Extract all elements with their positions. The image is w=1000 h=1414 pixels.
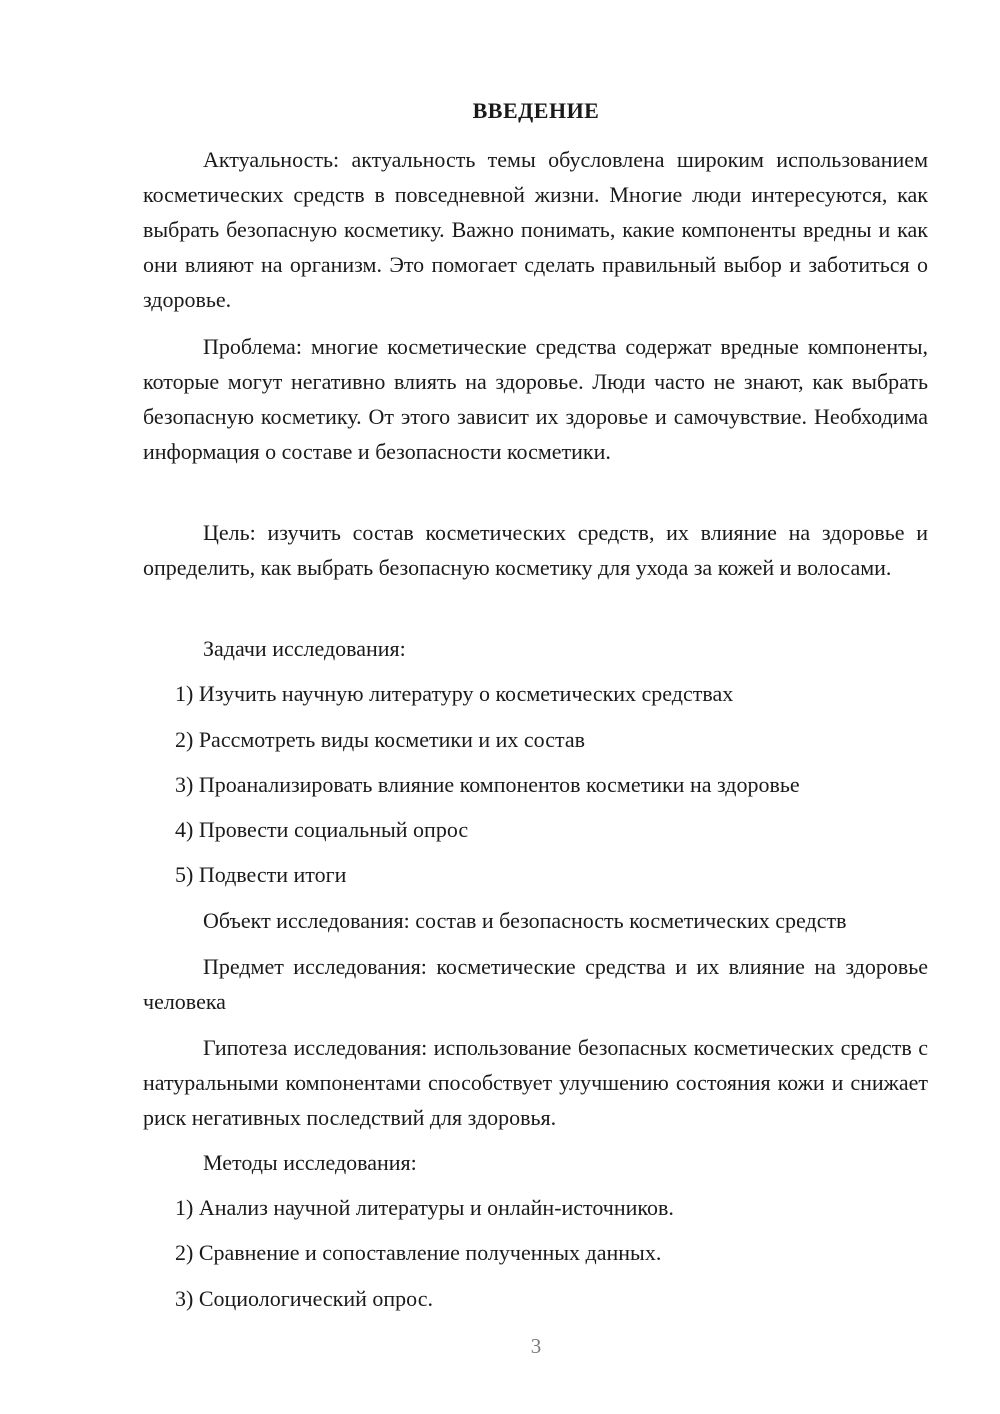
page-title: ВВЕДЕНИЕ [472, 98, 600, 123]
method-item: 1) Анализ научной литературы и онлайн-источников. [175, 1195, 674, 1220]
method-item: 2) Сравнение и сопоставление полученных данных. [175, 1240, 662, 1265]
paragraph-relevance: Актуальность: актуальность темы обусловлена широким использованием косметических средств в повседневной жизни. Многие люди интересуются, как выбрать безопасную косметику. Важно понимать, какие компоненты вредны и как они влияют на организм. Это помогает сделать правильный выбор и заботиться о здоровье. [143, 147, 928, 312]
task-item: 2) Рассмотреть виды косметики и их состав [175, 727, 585, 752]
research-hypothesis: Гипотеза исследования: использование безопасных косметических средств с натуральными компонентами способствует улучшению состояния кожи и снижает риск негативных последствий для здоровья. [143, 1035, 928, 1130]
task-item: 4) Провести социальный опрос [175, 817, 469, 842]
research-subject: Предмет исследования: косметические средства и их влияние на здоровье человека [143, 954, 928, 1014]
method-item: 3) Социологический опрос. [175, 1286, 433, 1311]
task-item: 3) Проанализировать влияние компонентов косметики на здоровье [175, 772, 800, 797]
paragraph-problem: Проблема: многие косметические средства содержат вредные компоненты, которые могут негативно влиять на здоровье. Люди часто не знают, как выбрать безопасную косметику. От этого зависит их здоровье и самочувствие. Необходима информация о составе и безопасности косметики. [143, 334, 928, 464]
task-item: 1) Изучить научную литературу о косметических средствах [175, 681, 734, 706]
research-object: Объект исследования: состав и безопасность косметических средств [203, 908, 847, 933]
paragraph-goal: Цель: изучить состав косметических средств, их влияние на здоровье и определить, как выбрать безопасную косметику для ухода за кожей и волосами. [143, 520, 928, 580]
page-number: 3 [530, 1334, 542, 1358]
task-item: 5) Подвести итоги [175, 862, 347, 887]
tasks-heading: Задачи исследования: [203, 636, 406, 661]
methods-heading: Методы исследования: [203, 1150, 417, 1175]
